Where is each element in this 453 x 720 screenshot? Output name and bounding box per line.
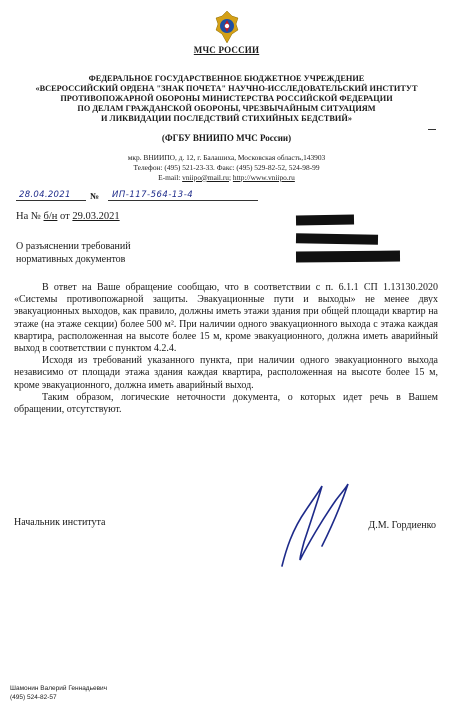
email-label: E-mail: bbox=[158, 172, 183, 182]
email-link[interactable]: vniipo@mail.ru bbox=[182, 172, 229, 182]
signatory-title: Начальник института bbox=[14, 517, 106, 528]
subject-line: О разъяснении требований bbox=[16, 241, 131, 252]
outgoing-number-line bbox=[108, 200, 258, 201]
handwritten-signature bbox=[262, 480, 352, 570]
institution-line: ФЕДЕРАЛЬНОЕ ГОСУДАРСТВЕННОЕ БЮДЖЕТНОЕ УЧРЕЖДЕНИЕ bbox=[88, 74, 365, 83]
subject-line: нормативных документов bbox=[16, 254, 126, 265]
letter-subject bbox=[16, 240, 131, 266]
reference-prefix: На № bbox=[16, 211, 44, 222]
phone-fax: Телефон: (495) 521-23-33. Факс: (495) 529-82-52, 524-98-99 bbox=[133, 162, 320, 172]
outgoing-number: ИП-117-564-13-4 bbox=[112, 190, 194, 200]
institution-line: И ЛИКВИДАЦИИ ПОСЛЕДСТВИЙ СТИХИЙНЫХ БЕДСТВИЙ» bbox=[101, 114, 352, 123]
ministry-header: МЧС РОССИИ bbox=[193, 45, 260, 55]
executor-block bbox=[10, 684, 107, 702]
redacted-addressee bbox=[296, 214, 354, 225]
redacted-addressee bbox=[296, 233, 378, 244]
outgoing-number-row bbox=[16, 190, 276, 204]
institution-line: ПО ДЕЛАМ ГРАЖДАНСКОЙ ОБОРОНЫ, ЧРЕЗВЫЧАЙНЫМ СИТУАЦИЯМ bbox=[77, 104, 376, 113]
website-link[interactable]: http://www.vniipo.ru bbox=[232, 172, 295, 182]
address: мкр. ВНИИПО, д. 12, г. Балашиха, Московская область,143903 bbox=[127, 153, 326, 162]
executor-name: Шамонин Валерий Геннадьевич bbox=[10, 685, 108, 692]
body-paragraph: В ответ на Ваше обращение сообщаю, что в соответствии с п. 6.1.1 СП 1.13130.2020 «Системы противопожарной защиты. Эвакуационные пути и выходы» не менее двух эвакуационных выходов, как правило, должны иметь этажи здания при общей площади квартир на этаже (на этаже секции) более 500 м². При наличии одного эвакуационного выхода с этажа каждая квартира, расположенная на высоте более 15 м, кроме эвакуационного, должна иметь аварийный выход в соответствии с пунктом 4.2.4. bbox=[14, 282, 438, 355]
contact-block bbox=[0, 153, 453, 182]
body-paragraph: Исходя из требований указанного пункта, при наличии одного эвакуационного выхода независимо от площади этажа здания каждая квартира, расположенная на высоте более 15 м, кроме эвакуационного, должна иметь аварийный выход. bbox=[14, 355, 438, 391]
executor-phone: (495) 524-82-57 bbox=[10, 694, 57, 701]
institution-abbreviation: (ФГБУ ВНИИПО МЧС России) bbox=[161, 133, 292, 143]
email-website-row bbox=[0, 173, 453, 183]
letter-body bbox=[14, 282, 438, 416]
institution-line: ПРОТИВОПОЖАРНОЙ ОБОРОНЫ МИНИСТЕРСТВА РОССИЙСКОЙ ФЕДЕРАЦИИ bbox=[60, 94, 393, 103]
redacted-addressee bbox=[296, 251, 400, 263]
institution-line: «ВСЕРОССИЙСКИЙ ОРДЕНА "ЗНАК ПОЧЕТА" НАУЧНО-ИССЛЕДОВАТЕЛЬСКИЙ ИНСТИТУТ bbox=[35, 84, 418, 93]
emchs-emblem-icon bbox=[214, 10, 240, 44]
institution-name bbox=[14, 74, 439, 124]
header-dash bbox=[428, 129, 436, 130]
body-paragraph: Таким образом, логические неточности документа, о которых идет речь в Вашем обращении, отсутствуют. bbox=[14, 391, 438, 416]
website-separator: ; bbox=[229, 172, 233, 182]
reference-date: 29.03.2021 bbox=[72, 211, 120, 222]
reference-from-label: от bbox=[57, 211, 73, 222]
outgoing-number-label: № bbox=[90, 191, 100, 201]
outgoing-date: 28.04.2021 bbox=[19, 190, 71, 200]
reference-number: б/н bbox=[43, 211, 58, 222]
signatory-name: Д.М. Гордиенко bbox=[368, 520, 436, 531]
outgoing-date-line bbox=[16, 200, 86, 201]
reference-row bbox=[16, 211, 120, 222]
